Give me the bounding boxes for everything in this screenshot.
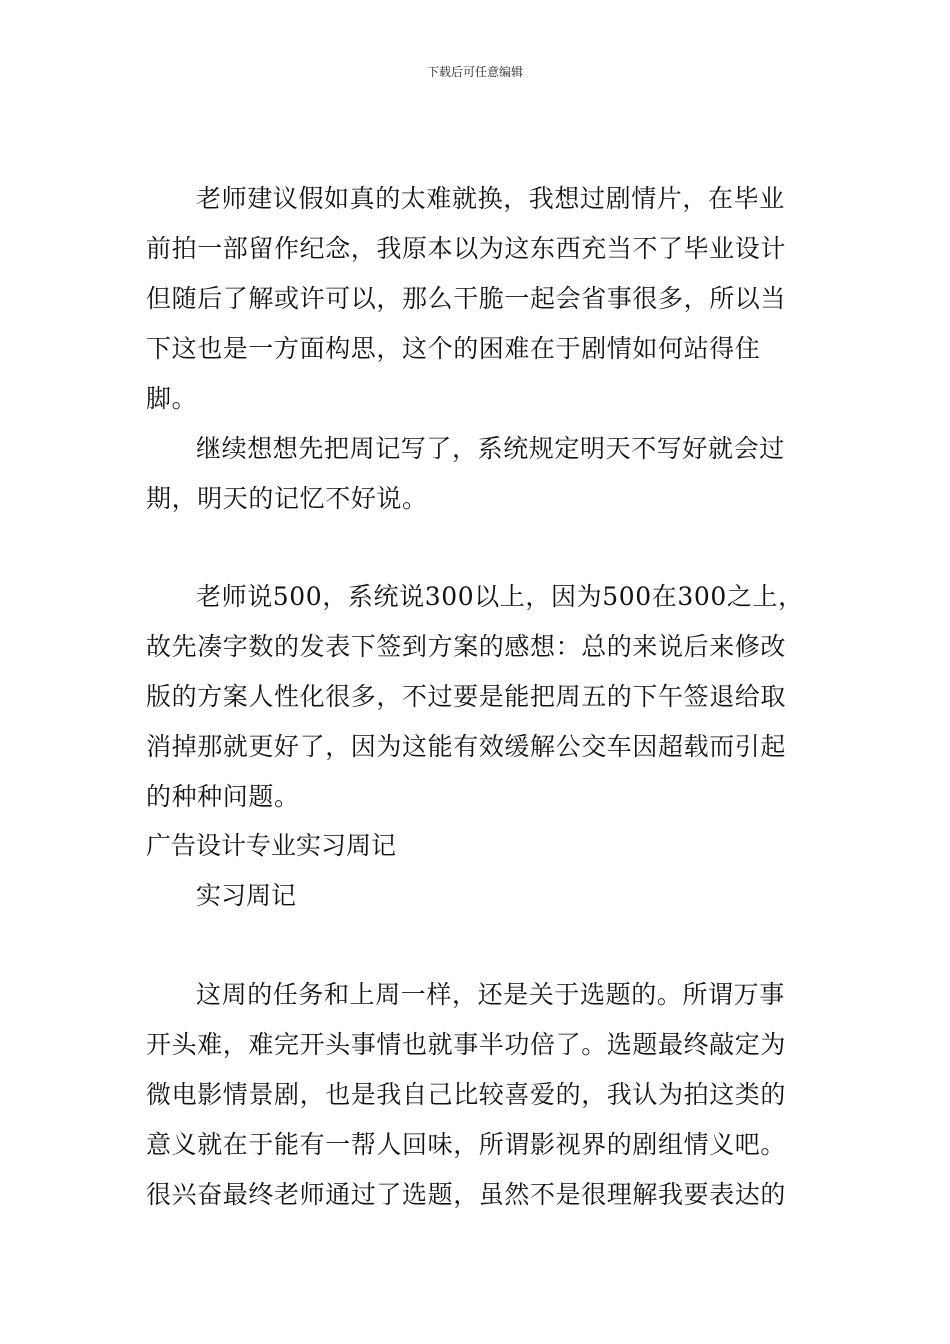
section-title: 广告设计专业实习周记	[146, 831, 397, 860]
paragraph-3-block	[146, 572, 810, 822]
paragraph-2: 继续想想先把周记写了，系统规定明天不写好就会过期，明天的记忆不好说。	[146, 434, 785, 513]
paragraph-2-block	[146, 424, 810, 524]
paragraph-4: 这周的任务和上周一样，还是关于选题的。所谓万事开头难，难完开头事情也就事半功倍了。选题最终敲定为微电影情景剧，也是我自己比较喜爱的，我认为拍这类的意义就在于能有一帮人回味，所谓影视界的剧组情义吧。很兴奋最终老师通过了选题，虽然不是很理解我要表达的	[146, 980, 787, 1209]
page-header-note: 下载后可任意编辑	[426, 65, 523, 79]
paragraph-1: 老师建议假如真的太难就换，我想过剧情片，在毕业前拍一部留作纪念，我原本以为这东西充当不了毕业设计但随后了解或许可以，那么干脆一起会省事很多，所以当下这也是一方面构思，这个的困难在于剧情如何站得住脚。	[146, 184, 787, 413]
paragraph-4-block	[146, 970, 810, 1220]
paragraph-3: 老师说500，系统说300以上，因为500在300之上，故先凑字数的发表下签到方案的感想：总的来说后来修改版的方案人性化很多，不过要是能把周五的下午签退给取消掉那就更好了，因为这能有效缓解公交车因超载而引起的种种问题。	[146, 582, 804, 811]
paragraph-1-block	[146, 174, 810, 424]
section-subtitle: 实习周记	[196, 881, 297, 910]
